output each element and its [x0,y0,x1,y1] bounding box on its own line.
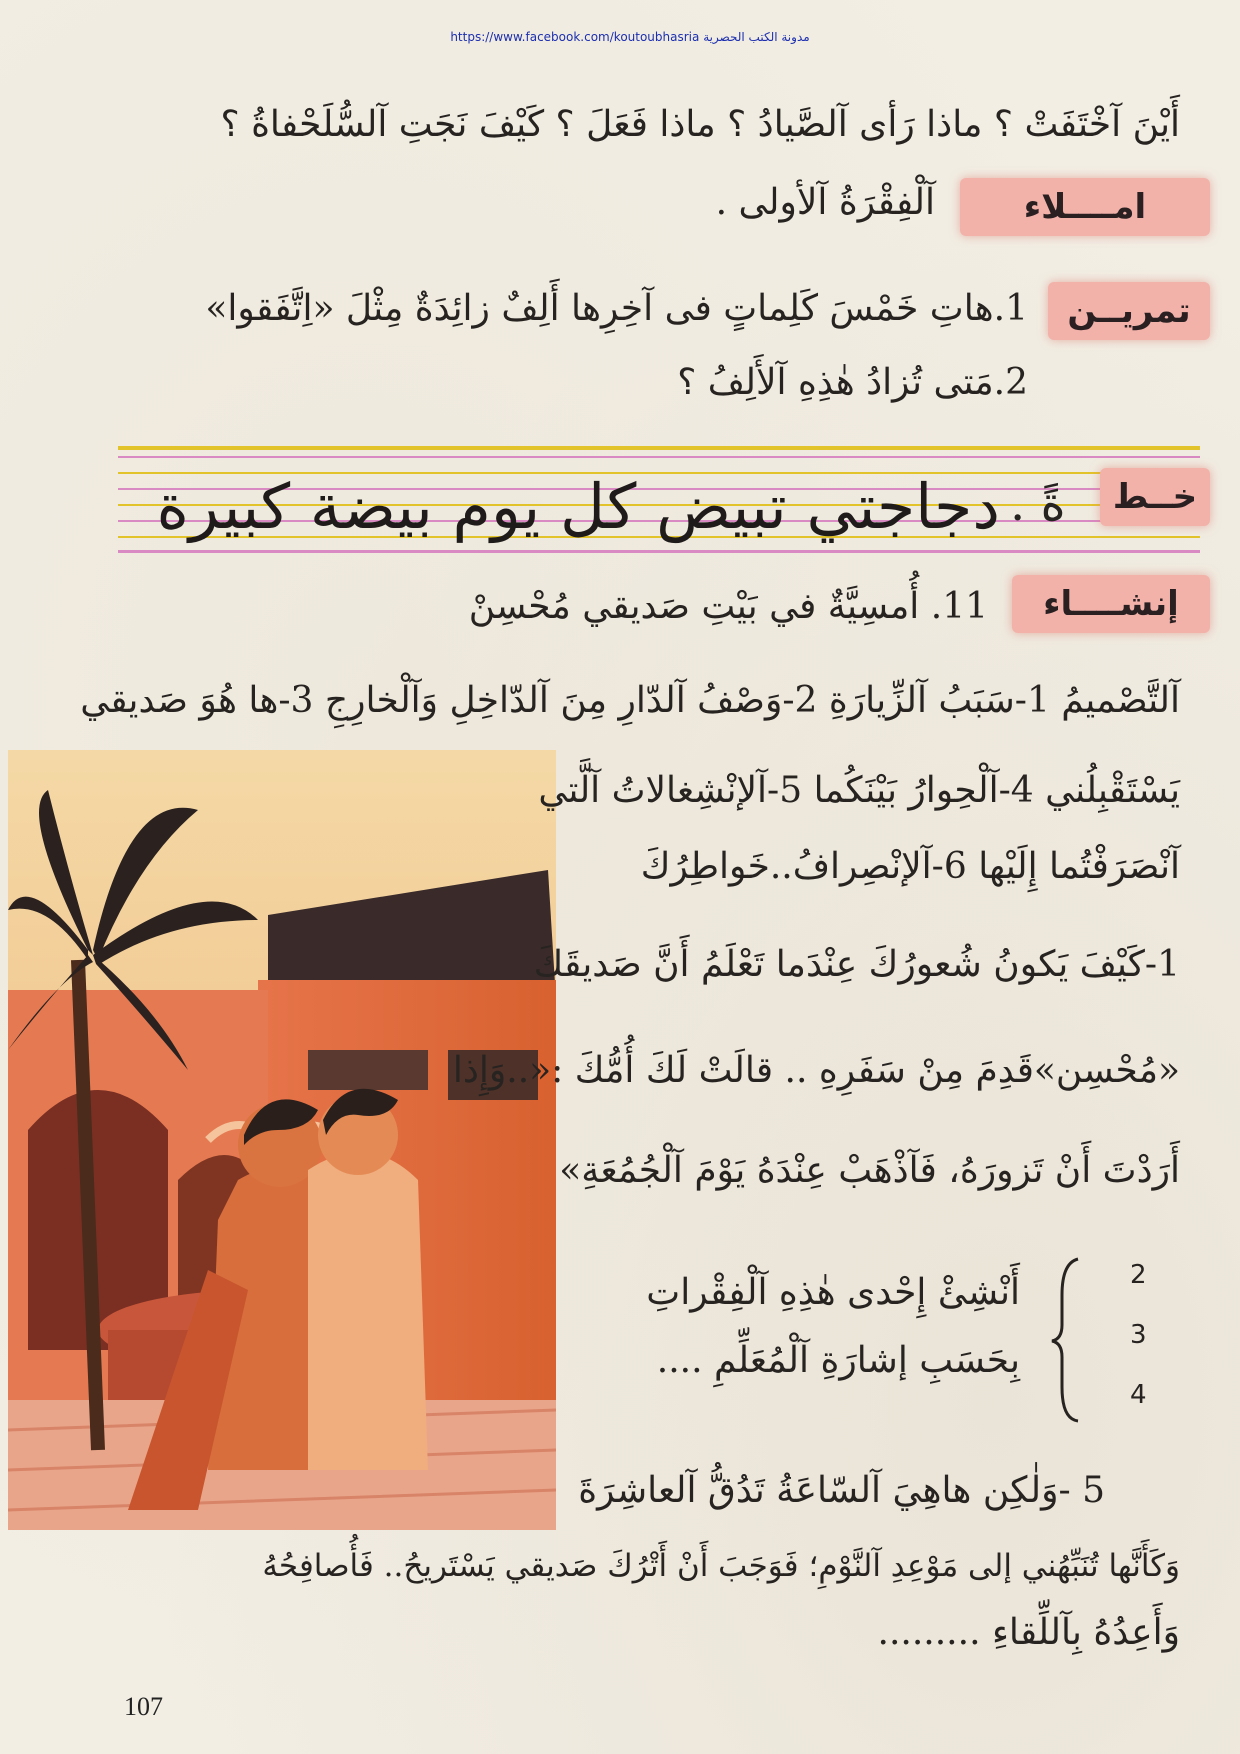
question-5-line-2: وَكَأَنَّها تُنَبِّهُني إلى مَوْعِدِ آلنَّوْمِ؛ فَوَجَبَ أَنْ أَتْرُكَ صَديقي يَسْتَريحُ.. فَأُصافِحُهُ [262,1548,1180,1584]
brace-text-line-1: أَنْشِئْ إِحْدى هٰذِهِ آلْفِقْراتِ [646,1272,1020,1313]
handwriting-letter: ةً . [1010,476,1066,532]
dictation-text: آلْفِقْرَةُ آلأولى . [715,182,935,223]
brace-text-line-2: بِحَسَبِ إشارَةِ آلْمُعَلِّمِ .... [656,1340,1020,1381]
item-number-2: 2 [1130,1260,1147,1290]
courtyard-illustration [8,750,556,1530]
exercise-item-2: 2.مَتى تُزادُ هٰذِهِ آلأَلِفُ ؟ [677,362,1028,403]
question-5-line-3: وَأَعِدُهُ بِآللِّقاءِ ......... [877,1612,1180,1653]
handwriting-label: خــط [1100,468,1210,526]
question-1-line-1: 1-كَيْفَ يَكونُ شُعورُكَ عِنْدَما تَعْلَمُ أَنَّ صَديقَكَ [533,944,1180,985]
comprehension-questions: أَيْنَ آخْتَفَتْ ؟ ماذا رَأى آلصَّيادُ ؟ ماذا فَعَلَ ؟ كَيْفَ نَجَتِ آلسُّلَحْفاةُ ؟ [220,104,1180,145]
source-url[interactable]: https://www.facebook.com/koutoubhasria مدونة الكتب الحصرية [450,30,810,44]
outline-line-1: آلتَّصْميمُ 1-سَبَبُ آلزِّيارَةِ 2-وَصْفُ آلدّارِ مِنَ آلدّاخِلِ وَآلْخارِجِ 3-ها هُوَ صَديقي [80,680,1180,721]
handwriting-sentence: دجاجتي تبيض كل يوم بيضة كبيرة [156,470,1000,543]
outline-line-3: آنْصَرَفْتُما إِلَيْها 6-آلإنْصِرافُ..خَواطِرُكَ [640,846,1180,887]
dictation-label: امــــلاء [960,178,1210,236]
exercise-label: تمريــن [1048,282,1210,340]
page-number: 107 [124,1692,163,1721]
exercise-item-1: 1.هاتِ خَمْسَ كَلِماتٍ فى آخِرِها أَلِفٌ زائِدَةٌ مِثْلَ «اِتَّفَقوا» [205,288,1028,329]
item-number-3: 3 [1130,1320,1147,1350]
question-1-line-3: أَرَدْتَ أَنْ تَزورَهُ، فَآذْهَبْ عِنْدَهُ يَوْمَ آلْجُمُعَةِ» [559,1150,1180,1191]
outline-line-2: يَسْتَقْبِلُني 4-آلْحِوارُ بَيْنَكُما 5-آلإنْشِغالاتُ آلَّتي [538,770,1180,811]
question-1-line-2: «مُحْسِن»قَدِمَ مِنْ سَفَرِهِ .. قالَتْ لَكَ أُمُّكَ :«..وَإِذا [452,1050,1180,1091]
question-5-line-1: 5 -وَلٰكِن هاهِيَ آلسّاعَةُ تَدُقُّ آلعاشِرَةَ [578,1470,1105,1511]
item-number-4: 4 [1130,1380,1147,1410]
composition-title: 11. أُمسِيَّةٌ في بَيْتِ صَديقي مُحْسِنْ [468,586,988,627]
composition-label: إنشــــاء [1012,575,1210,633]
curly-brace [1048,1255,1088,1425]
